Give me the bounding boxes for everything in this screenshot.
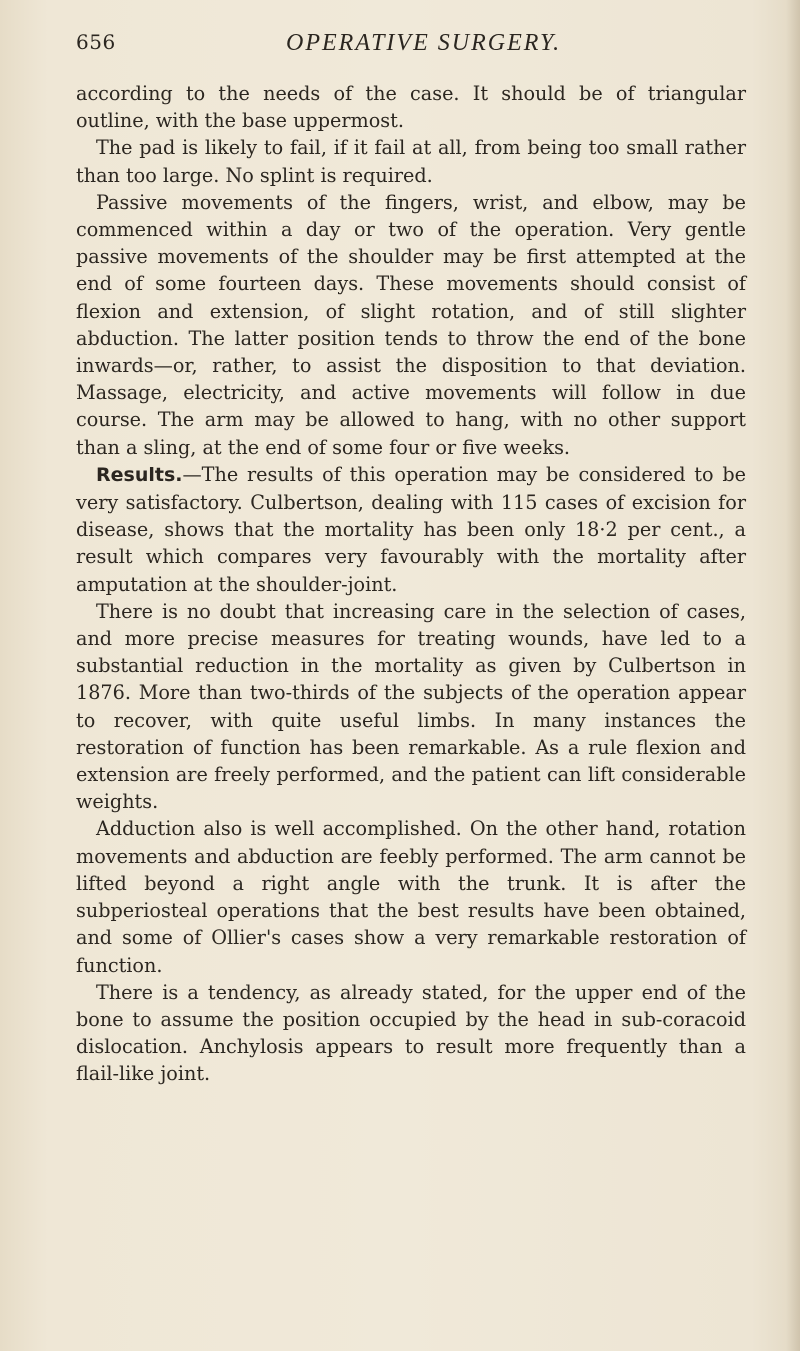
results-heading: Results. — [96, 463, 183, 486]
paragraph-tendency: There is a tendency, as already stated, for the upper end of the bone to assume the position occupied by the head in sub-coracoid dislocation. Anchylosis appears to result more frequently than a flail-like joint. — [76, 980, 746, 1086]
paragraph-results — [76, 461, 746, 598]
page-header — [76, 30, 756, 60]
paragraph-adduction: Adduction also is well accomplished. On the other hand, rotation movements and abduction are feebly performed. The arm cannot be lifted beyond a right angle with the trunk. It is after the subperiosteal operations that the best results have been obtained, and some of Ollier's cases show a very remarkable restoration of function. — [76, 817, 746, 977]
paragraph-pad: The pad is likely to fail, if it fail at all, from being too small rather than too large. No splint is required. — [76, 136, 746, 187]
paragraph-mortality-reduction: There is no doubt that increasing care in the selection of cases, and more precise measures for treating wounds, have led to a substantial reduction in the mortality as given by Culbertson in 1876. More than two-thirds of the subjects of the operation appear to recover, with quite useful limbs. In many instances the restoration of function has been remarkable. As a rule flexion and extension are freely performed, and the patient can lift considerable weights. — [76, 599, 746, 814]
running-title: OPERATIVE SURGERY. — [286, 30, 562, 56]
body-text — [76, 80, 746, 1088]
page-edge-shadow — [786, 0, 800, 1351]
paragraph-continued: according to the needs of the case. It should be of triangular outline, with the base uppermost. — [76, 82, 746, 133]
page-number: 656 — [76, 30, 116, 54]
results-text: —The results of this operation may be considered to be very satisfactory. Culbertson, dealing with 115 cases of excision for disease, shows that the mortality has been only 18·2 per cent., a result which compares very favourably with the mortality after amputation at the shoulder-joint. — [76, 462, 746, 596]
paragraph-passive-movements: Passive movements of the fingers, wrist, and elbow, may be commenced within a day or two of the operation. Very gentle passive movements of the shoulder may be first attempted at the end of some fourteen days. These movements should consist of flexion and extension, of slight rotation, and of still slighter abduction. The latter position tends to throw the end of the bone inwards—or, rather, to assist the disposition to that deviation. Massage, electricity, and active movements will follow in due course. The arm may be allowed to hang, with no other support than a sling, at the end of some four or five weeks. — [76, 190, 746, 459]
